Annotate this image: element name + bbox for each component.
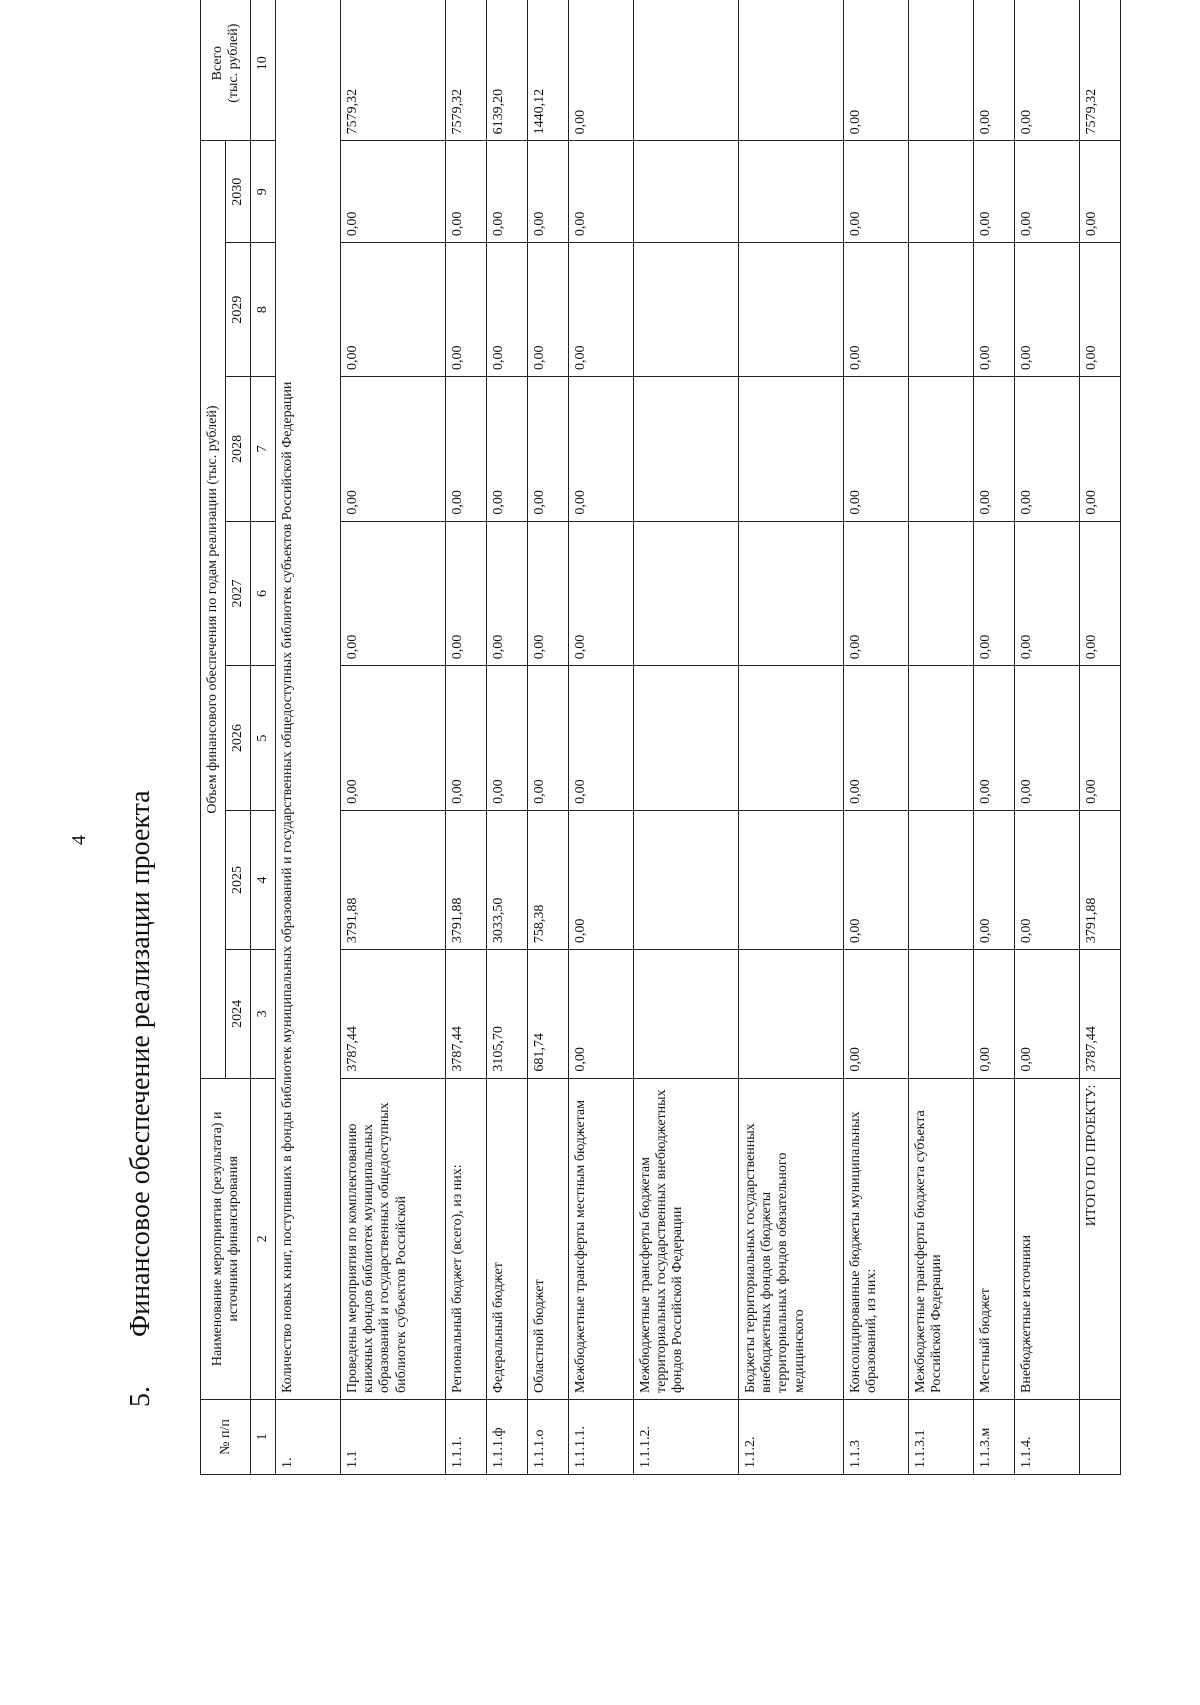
row-value: 0,00 [974, 243, 1015, 377]
row-num: 1.1.1.о [528, 1400, 569, 1475]
row-name: Региональный бюджет (всего), из них: [446, 1078, 487, 1399]
total-value: 3787,44 [1080, 950, 1121, 1079]
index-cell: 3 [251, 950, 276, 1079]
row-value: 0,00 [528, 377, 569, 522]
row-value: 0,00 [569, 377, 634, 522]
table-row [909, 0, 974, 1475]
row-value: 0,00 [1015, 810, 1080, 949]
section-row-num: 1. [276, 1400, 341, 1475]
row-value: 0,00 [844, 0, 909, 141]
row-value [739, 666, 844, 811]
row-value: 0,00 [974, 0, 1015, 141]
index-cell: 1 [251, 1400, 276, 1475]
row-value: 7579,32 [446, 0, 487, 141]
row-value: 0,00 [528, 666, 569, 811]
row-value: 1440,12 [528, 0, 569, 141]
index-cell: 10 [251, 0, 276, 141]
row-value [634, 666, 739, 811]
row-num: 1.1.2. [739, 1400, 844, 1475]
financing-table [200, 0, 1121, 1475]
row-value: 3787,44 [341, 950, 446, 1079]
header-years-group: Объем финансового обеспечения по годам реализации (тыс. рублей) [201, 141, 226, 1078]
row-num: 1.1.3.1 [909, 1400, 974, 1475]
row-value [634, 0, 739, 141]
section-number: 5. [125, 1386, 156, 1407]
header-total-line2: (тыс. рублей) [225, 23, 241, 103]
row-value: 0,00 [974, 141, 1015, 243]
row-value [739, 810, 844, 949]
header-index-row [251, 0, 276, 1475]
row-value: 3105,70 [487, 950, 528, 1079]
row-name: Межбюджетные трансферты бюджета субъекта Российской Федерации [909, 1078, 974, 1399]
table-row [974, 0, 1015, 1475]
row-value [909, 377, 974, 522]
header-num: № п/п [201, 1400, 251, 1475]
table-row [528, 0, 569, 1475]
row-value [909, 0, 974, 141]
row-value [634, 521, 739, 666]
row-value: 0,00 [844, 666, 909, 811]
row-value: 0,00 [487, 521, 528, 666]
row-value: 0,00 [569, 810, 634, 949]
page-number: 4 [68, 835, 90, 845]
row-num: 1.1.1.ф [487, 1400, 528, 1475]
row-value: 0,00 [446, 666, 487, 811]
section-title [125, 790, 157, 1407]
row-value: 0,00 [341, 243, 446, 377]
row-value [634, 950, 739, 1079]
table-row [1015, 0, 1080, 1475]
row-value: 0,00 [1015, 0, 1080, 141]
row-name: Бюджеты территориальных государственных внебюджетных фондов (бюджеты территориальных фондов обязательного медицинского [739, 1078, 844, 1399]
row-value [634, 243, 739, 377]
row-value: 0,00 [569, 243, 634, 377]
total-value: 0,00 [1080, 521, 1121, 666]
index-cell: 2 [251, 1078, 276, 1399]
row-value: 0,00 [341, 666, 446, 811]
index-cell: 7 [251, 377, 276, 522]
row-name: Консолидированные бюджеты муниципальных образований, из них: [844, 1078, 909, 1399]
row-value [909, 666, 974, 811]
table-row [446, 0, 487, 1475]
row-value: 3787,44 [446, 950, 487, 1079]
row-num: 1.1.4. [1015, 1400, 1080, 1475]
row-value: 0,00 [844, 243, 909, 377]
row-value: 3791,88 [341, 810, 446, 949]
financing-table-wrap [200, 0, 1121, 1475]
header-total-line1: Всего [209, 46, 225, 81]
row-value: 0,00 [844, 521, 909, 666]
row-num: 1.1 [341, 1400, 446, 1475]
row-value: 0,00 [844, 377, 909, 522]
row-value [634, 377, 739, 522]
row-value [909, 243, 974, 377]
section-row-text: Количество новых книг, поступивших в фонды библиотек муниципальных образований и государственных общедоступных библиотек субъектов Российской Федерации [276, 0, 341, 1400]
row-value: 0,00 [974, 666, 1015, 811]
row-value [739, 377, 844, 522]
table-row [341, 0, 446, 1475]
header-total [201, 0, 251, 141]
row-num: 1.1.3 [844, 1400, 909, 1475]
section-title-text: Финансовое обеспечение реализации проекта [125, 790, 156, 1337]
row-value: 0,00 [974, 810, 1015, 949]
row-num: 1.1.1.1. [569, 1400, 634, 1475]
header-year: 2026 [226, 666, 251, 811]
row-value: 0,00 [446, 141, 487, 243]
row-value: 0,00 [1015, 141, 1080, 243]
row-value: 0,00 [974, 521, 1015, 666]
row-value: 0,00 [844, 810, 909, 949]
row-value: 0,00 [1015, 950, 1080, 1079]
row-num: 1.1.1. [446, 1400, 487, 1475]
row-value: 0,00 [528, 243, 569, 377]
row-value: 7579,32 [341, 0, 446, 141]
row-value [634, 141, 739, 243]
row-value: 0,00 [569, 521, 634, 666]
total-value: 0,00 [1080, 243, 1121, 377]
row-name: Федеральный бюджет [487, 1078, 528, 1399]
section-row [276, 0, 341, 1475]
row-value: 0,00 [1015, 377, 1080, 522]
row-name: Проведены мероприятия по комплектованию книжных фондов библиотек муниципальных образований и государственных общедоступных библиотек субъектов Российской [341, 1078, 446, 1399]
row-value [739, 950, 844, 1079]
table-body [276, 0, 1121, 1475]
header-year: 2029 [226, 243, 251, 377]
total-value: 3791,88 [1080, 810, 1121, 949]
header-year: 2024 [226, 950, 251, 1079]
table-row [844, 0, 909, 1475]
row-value: 0,00 [1015, 521, 1080, 666]
row-num: 1.1.3.м [974, 1400, 1015, 1475]
row-value: 0,00 [569, 950, 634, 1079]
header-year: 2030 [226, 141, 251, 243]
row-value: 0,00 [446, 521, 487, 666]
row-value: 6139,20 [487, 0, 528, 141]
total-value: 0,00 [1080, 377, 1121, 522]
row-value [634, 810, 739, 949]
row-value [909, 521, 974, 666]
row-value [739, 141, 844, 243]
total-value: 0,00 [1080, 666, 1121, 811]
total-value: 0,00 [1080, 141, 1121, 243]
index-cell: 8 [251, 243, 276, 377]
row-value: 0,00 [1015, 666, 1080, 811]
row-value: 0,00 [528, 521, 569, 666]
index-cell: 5 [251, 666, 276, 811]
header-year: 2028 [226, 377, 251, 522]
row-name: Внебюджетные источники [1015, 1078, 1080, 1399]
row-value: 0,00 [528, 141, 569, 243]
row-value: 0,00 [341, 141, 446, 243]
row-value [739, 0, 844, 141]
row-name: Межбюджетные трансферты бюджетам территориальных государственных внебюджетных фондов Российской Федерации [634, 1078, 739, 1399]
row-value: 0,00 [569, 141, 634, 243]
total-row-num [1080, 1400, 1121, 1475]
row-value: 758,38 [528, 810, 569, 949]
row-value [739, 521, 844, 666]
row-value: 681,74 [528, 950, 569, 1079]
index-cell: 9 [251, 141, 276, 243]
header-name: Наименование мероприятия (результата) и источники финансирования [201, 1078, 251, 1399]
row-value: 0,00 [487, 377, 528, 522]
row-value [909, 950, 974, 1079]
row-value: 0,00 [974, 377, 1015, 522]
header-year: 2027 [226, 521, 251, 666]
row-value: 0,00 [844, 141, 909, 243]
row-value: 3033,50 [487, 810, 528, 949]
table-row [487, 0, 528, 1475]
row-num: 1.1.1.2. [634, 1400, 739, 1475]
row-value: 0,00 [1015, 243, 1080, 377]
row-value: 0,00 [487, 666, 528, 811]
row-value: 0,00 [341, 521, 446, 666]
row-value: 0,00 [341, 377, 446, 522]
index-cell: 4 [251, 810, 276, 949]
row-value: 0,00 [569, 0, 634, 141]
row-name: Межбюджетные трансферты местным бюджетам [569, 1078, 634, 1399]
table-row [634, 0, 739, 1475]
total-value: 7579,32 [1080, 0, 1121, 141]
row-value: 0,00 [844, 950, 909, 1079]
row-value: 0,00 [487, 141, 528, 243]
index-cell: 6 [251, 521, 276, 666]
table-row [569, 0, 634, 1475]
row-value: 0,00 [446, 243, 487, 377]
row-name: Местный бюджет [974, 1078, 1015, 1399]
row-name: Областной бюджет [528, 1078, 569, 1399]
row-value: 0,00 [974, 950, 1015, 1079]
row-value: 3791,88 [446, 810, 487, 949]
table-row [739, 0, 844, 1475]
row-value [909, 141, 974, 243]
row-value [739, 243, 844, 377]
total-label: ИТОГО ПО ПРОЕКТУ: [1080, 1078, 1121, 1399]
total-row [1080, 0, 1121, 1475]
row-value: 0,00 [487, 243, 528, 377]
row-value: 0,00 [446, 377, 487, 522]
row-value [909, 810, 974, 949]
header-year: 2025 [226, 810, 251, 949]
row-value: 0,00 [569, 666, 634, 811]
